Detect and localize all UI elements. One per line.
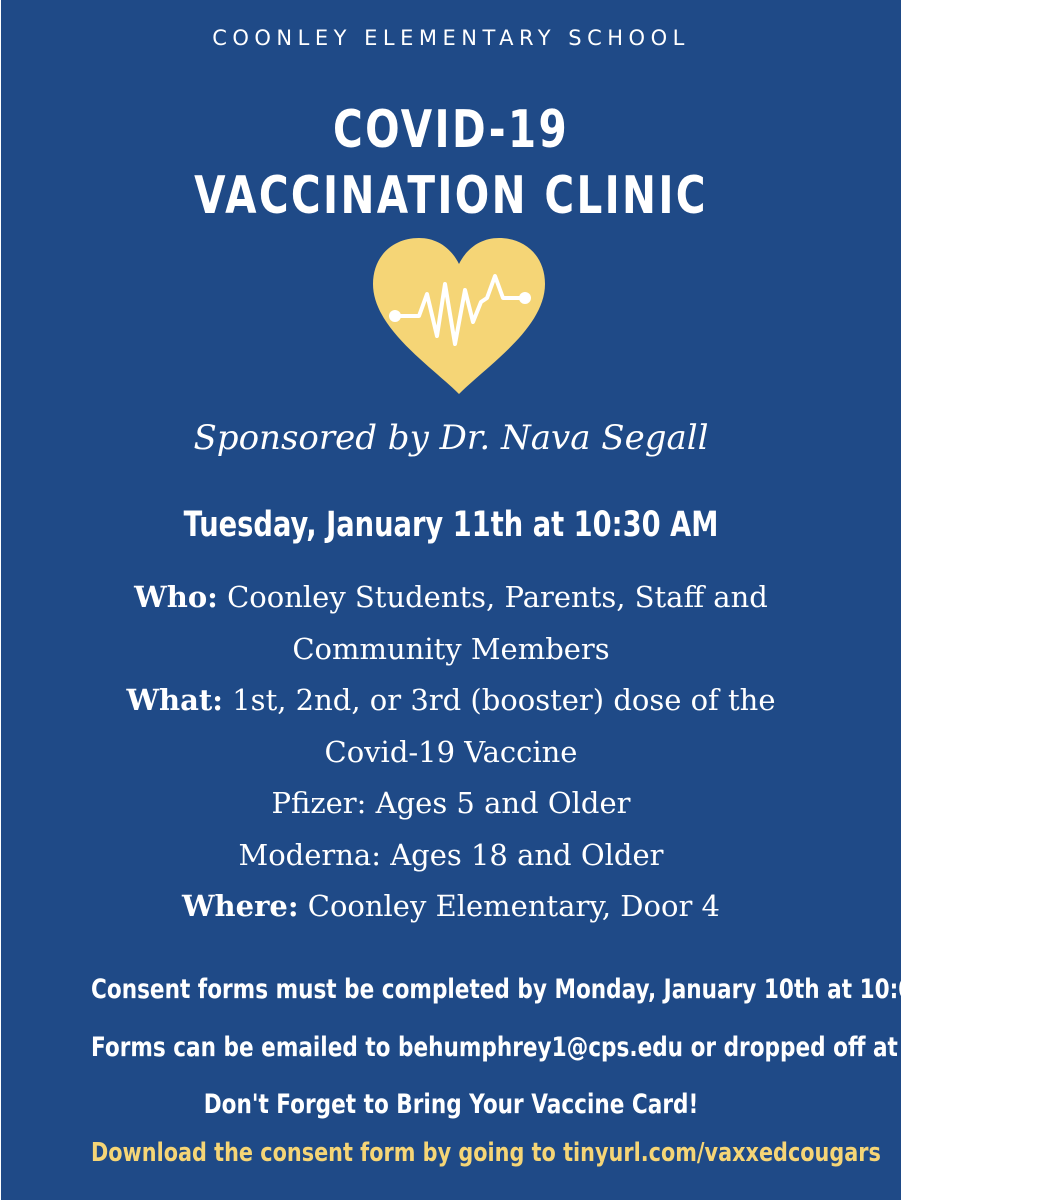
what-label: What: <box>126 683 224 717</box>
download-link: Download the consent form by going to tinyurl.com/vaxxedcougars <box>91 1138 881 1168</box>
vaccine-card-reminder: Don't Forget to Bring Your Vaccine Card! <box>203 1089 699 1120</box>
who-text-1: Coonley Students, Parents, Staff and <box>227 580 768 614</box>
who-line <box>1 572 901 624</box>
event-date: Tuesday, January 11th at 10:30 AM <box>183 505 719 545</box>
who-text-2: Community Members <box>292 631 610 666</box>
what-line <box>1 675 901 727</box>
pfizer-line: Pfizer: Ages 5 and Older <box>271 786 631 820</box>
moderna-line: Moderna: Ages 18 and Older <box>238 837 664 872</box>
forms-submission: Forms can be emailed to behumphrey1@cps.edu or dropped off at the school. <box>91 1032 1040 1063</box>
where-line <box>1 881 901 933</box>
event-details <box>1 572 901 933</box>
sponsor-text: Sponsored by Dr. Nava Segall <box>193 418 709 458</box>
heart-heartbeat-icon <box>369 236 549 396</box>
what-text-1: 1st, 2nd, or 3rd (booster) dose of the <box>232 683 776 717</box>
school-name: COONLEY ELEMENTARY SCHOOL <box>212 26 690 50</box>
what-text-2: Covid-19 Vaccine <box>324 734 578 769</box>
consent-deadline: Consent forms must be completed by Monday, January 10th at 10:00 AM. <box>91 974 983 1005</box>
where-text: Coonley Elementary, Door 4 <box>307 889 720 923</box>
who-label: Who: <box>134 580 218 614</box>
where-label: Where: <box>181 889 299 923</box>
title-line-2: VACCINATION CLINIC <box>194 166 708 226</box>
title-line-1: COVID-19 <box>332 100 570 160</box>
vaccination-poster <box>1 0 1040 1200</box>
